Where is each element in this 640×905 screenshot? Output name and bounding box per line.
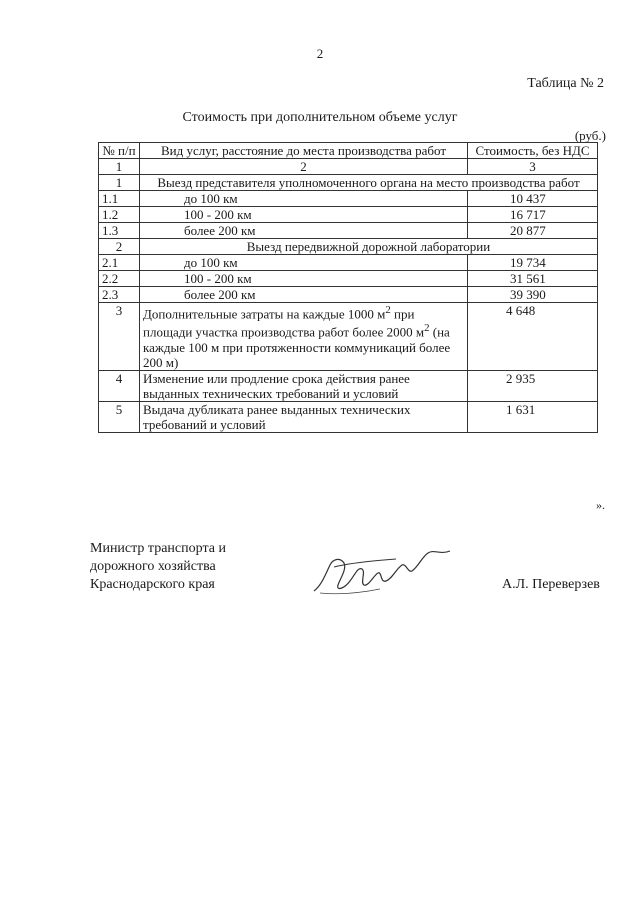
row-label: до 100 км	[140, 255, 468, 271]
superscript: 2	[385, 304, 391, 316]
header-number: № п/п	[99, 143, 140, 159]
row-number: 3	[99, 303, 140, 371]
row-number: 2.2	[99, 271, 140, 287]
row-number: 4	[99, 370, 140, 401]
signer-title-line: Министр транспорта и	[90, 541, 226, 556]
table-title: Стоимость при дополнительном объеме услуг	[182, 110, 458, 125]
group-row	[99, 239, 598, 255]
row-number: 1.2	[99, 207, 140, 223]
column-number: 3	[468, 159, 598, 175]
row-number: 1.1	[99, 191, 140, 207]
row-label: Изменение или продление срока действия ранее выданных технических требований и условий	[140, 370, 468, 401]
table-row	[99, 271, 598, 287]
row-cost: 1 631	[468, 401, 598, 432]
row-cost: 16 717	[468, 207, 598, 223]
row-cost: 39 390	[468, 287, 598, 303]
table-row	[99, 370, 598, 401]
row-number: 1.3	[99, 223, 140, 239]
row-number: 5	[99, 401, 140, 432]
table-row	[99, 223, 598, 239]
table-row	[99, 287, 598, 303]
row-cost: 10 437	[468, 191, 598, 207]
row-cost: 4 648	[468, 303, 598, 371]
row-label-part: (на каждые 100 м при протяженности коммуникаций более 200 м)	[143, 324, 451, 370]
row-label: более 200 км	[140, 287, 468, 303]
row-cost: 31 561	[468, 271, 598, 287]
row-label: более 200 км	[140, 223, 468, 239]
currency-unit: (руб.)	[574, 128, 606, 143]
closing-quote: ».	[596, 498, 605, 512]
group-title: Выезд представителя уполномоченного органа на место производства работ	[140, 175, 598, 191]
table-row	[99, 401, 598, 432]
group-number: 1	[99, 175, 140, 191]
row-label-part: Дополнительные затраты на каждые 1000 м	[143, 306, 386, 322]
header-service: Вид услуг, расстояние до места производства работ	[140, 143, 468, 159]
group-row	[99, 175, 598, 191]
row-label: 100 - 200 км	[140, 271, 468, 287]
cost-table	[98, 142, 598, 433]
column-number-row	[99, 159, 598, 175]
group-title: Выезд передвижной дорожной лаборатории	[140, 239, 598, 255]
column-number: 1	[99, 159, 140, 175]
group-number: 2	[99, 239, 140, 255]
row-label: до 100 км	[140, 191, 468, 207]
page-number: 2	[316, 46, 324, 61]
table-row	[99, 207, 598, 223]
row-number: 2.3	[99, 287, 140, 303]
header-cost: Стоимость, без НДС	[468, 143, 598, 159]
row-cost: 19 734	[468, 255, 598, 271]
signer-title-line: дорожного хозяйства	[90, 559, 216, 574]
signer-title	[90, 540, 226, 594]
row-label-part: при площади участка производства работ более 2000 м	[143, 306, 425, 340]
table-row	[99, 303, 598, 371]
signature-image	[300, 545, 480, 605]
superscript: 2	[424, 322, 430, 335]
row-label	[140, 303, 468, 371]
row-number: 2.1	[99, 255, 140, 271]
signer-name: А.Л. Переверзев	[502, 577, 600, 592]
table-number: Таблица № 2	[527, 76, 604, 91]
row-cost: 20 877	[468, 223, 598, 239]
table-header-row	[99, 143, 598, 159]
row-label: 100 - 200 км	[140, 207, 468, 223]
table-row	[99, 191, 598, 207]
signer-title-line: Краснодарского края	[90, 577, 215, 592]
row-label: Выдача дубликата ранее выданных технических требований и условий	[140, 401, 468, 432]
table-row	[99, 255, 598, 271]
column-number: 2	[140, 159, 468, 175]
row-cost: 2 935	[468, 370, 598, 401]
